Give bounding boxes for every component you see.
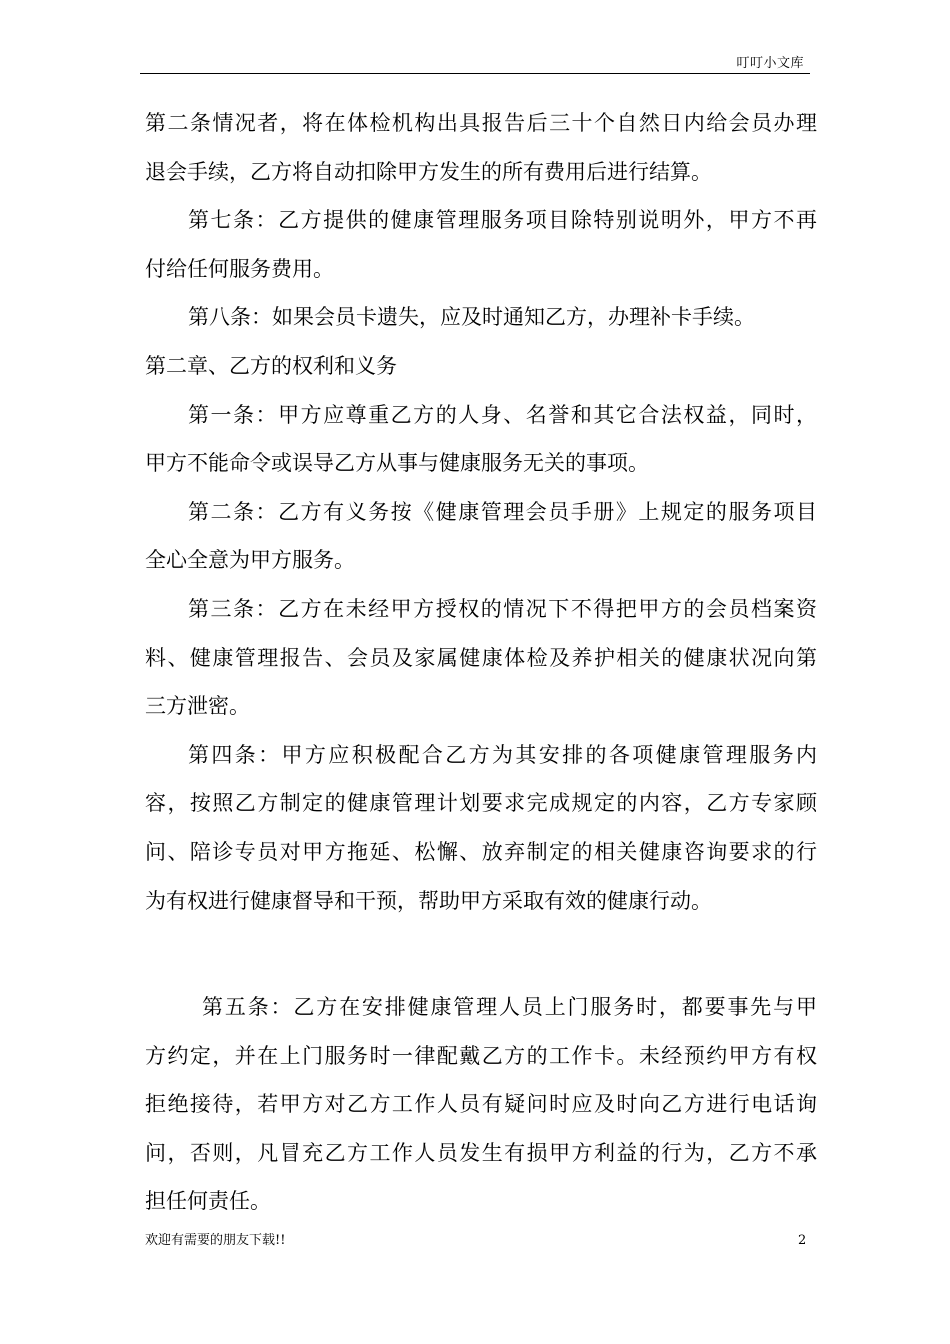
paragraph-line: 付给任何服务费用。 — [145, 256, 334, 281]
paragraph-line: 第一条：甲方应尊重乙方的人身、名誉和其它合法权益，同时， — [188, 402, 817, 427]
paragraph-line: 退会手续，乙方将自动扣除甲方发生的所有费用后进行结算。 — [145, 159, 712, 184]
page-number: 2 — [798, 1233, 807, 1248]
paragraph-line: 容，按照乙方制定的健康管理计划要求完成规定的内容，乙方专家顾 — [145, 791, 817, 816]
paragraph-line: 料、健康管理报告、会员及家属健康体检及养护相关的健康状况向第 — [145, 645, 817, 670]
paragraph-line: 第七条：乙方提供的健康管理服务项目除特别说明外，甲方不再 — [188, 208, 817, 233]
paragraph-line: 全心全意为甲方服务。 — [145, 548, 355, 573]
paragraph-line: 问、陪诊专员对甲方拖延、松懈、放弃制定的相关健康咨询要求的行 — [145, 839, 817, 864]
paragraph-line: 第三条：乙方在未经甲方授权的情况下不得把甲方的会员档案资 — [188, 596, 817, 621]
paragraph-line: 拒绝接待，若甲方对乙方工作人员有疑问时应及时向乙方进行电话询 — [145, 1092, 817, 1117]
footer-note: 欢迎有需要的朋友下载!! — [145, 1233, 286, 1248]
document-body — [145, 99, 817, 1226]
paragraph-line: 第四条：甲方应积极配合乙方为其安排的各项健康管理服务内 — [188, 742, 817, 767]
paragraph-line: 问，否则，凡冒充乙方工作人员发生有损甲方利益的行为，乙方不承 — [145, 1140, 817, 1165]
paragraph-line: 第八条：如果会员卡遗失，应及时通知乙方，办理补卡手续。 — [188, 305, 755, 330]
paragraph-line: 第五条：乙方在安排健康管理人员上门服务时，都要事先与甲 — [202, 995, 817, 1020]
paragraph-line: 三方泄密。 — [145, 694, 250, 719]
paragraph-line: 甲方不能命令或误导乙方从事与健康服务无关的事项。 — [145, 451, 649, 476]
paragraph-line: 第二条：乙方有义务按《健康管理会员手册》上规定的服务项目 — [188, 499, 817, 524]
paragraph-line: 担任何责任。 — [145, 1189, 271, 1214]
paragraph-line: 方约定，并在上门服务时一律配戴乙方的工作卡。未经预约甲方有权 — [145, 1043, 817, 1068]
paragraph-line: 第二条情况者，将在体检机构出具报告后三十个自然日内给会员办理 — [145, 111, 817, 135]
header-site-name: 叮叮小文库 — [736, 56, 804, 71]
paragraph-line: 为有权进行健康督导和干预，帮助甲方采取有效的健康行动。 — [145, 888, 712, 913]
header-divider — [140, 73, 810, 74]
paragraph-gap — [145, 925, 817, 983]
chapter-heading: 第二章、乙方的权利和义务 — [145, 353, 397, 378]
